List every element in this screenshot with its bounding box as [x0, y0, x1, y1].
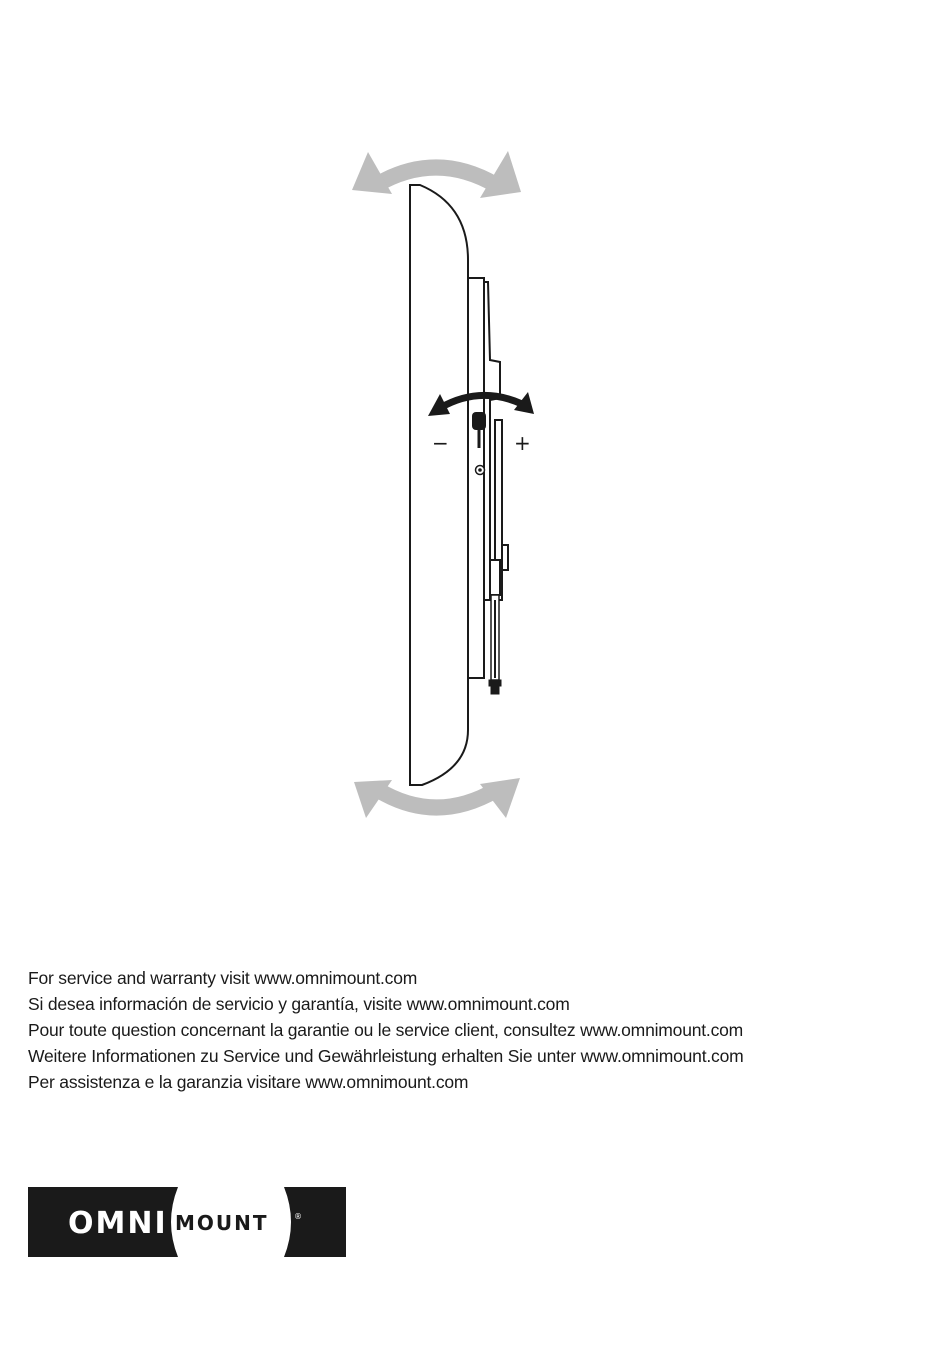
tilt-minus-label: −: [432, 431, 449, 455]
tv-panel-profile: [410, 185, 468, 785]
top-swivel-arrow-icon: [352, 151, 521, 198]
logo-mount-text: MOUNT: [175, 1211, 269, 1235]
logo-registered-mark: ®: [294, 1212, 302, 1221]
service-line-spanish: Si desea información de servicio y garantía, visite www.omnimount.com: [28, 994, 570, 1014]
service-line-german: Weitere Informationen zu Service und Gewährleistung erhalten Sie unter www.omnimount.com: [28, 1046, 744, 1066]
omnimount-logo: [28, 1187, 346, 1257]
mounting-bolt: [489, 595, 501, 694]
service-line-english: For service and warranty visit www.omnimount.com: [28, 968, 418, 988]
tilt-plus-label: +: [514, 431, 531, 455]
service-line-italian: Per assistenza e la garanzia visitare www.omnimount.com: [28, 1072, 469, 1092]
wall-bracket: [468, 278, 508, 678]
logo-omni-text: OMNI: [68, 1206, 168, 1241]
service-warranty-text: [28, 965, 928, 1095]
service-line-french: Pour toute question concernant la garantie ou le service client, consultez www.omnimount.com: [28, 1020, 744, 1040]
bottom-swivel-arrow-icon: [354, 778, 520, 818]
